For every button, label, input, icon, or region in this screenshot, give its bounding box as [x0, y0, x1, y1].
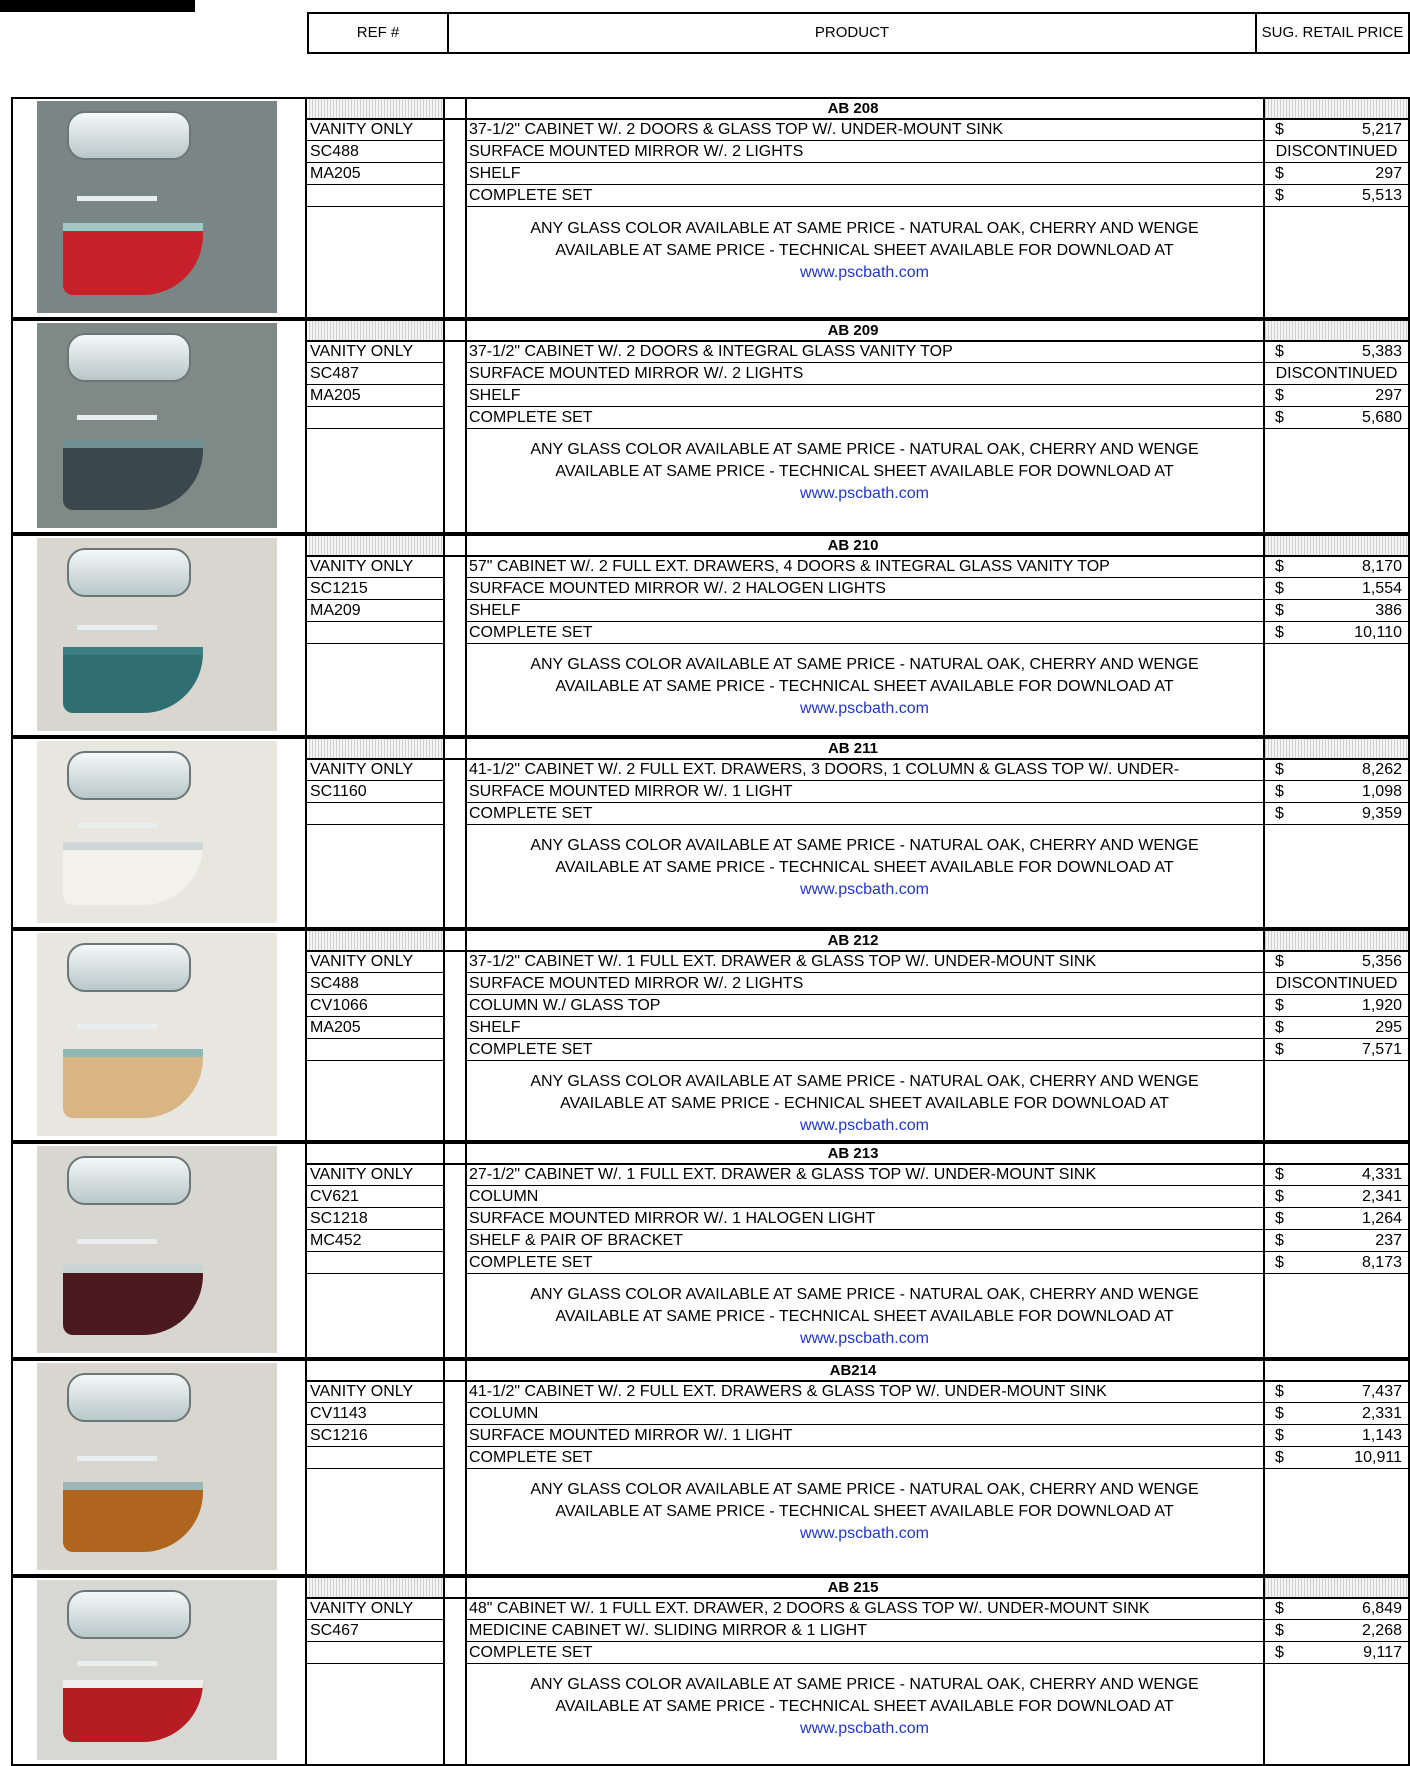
grid-line: [307, 1597, 1410, 1599]
vanity-shape: [63, 1680, 203, 1742]
retail-price: [1263, 1425, 1410, 1447]
ref-number: [307, 622, 443, 644]
shaded-price-cell: [1265, 535, 1410, 556]
product-description: SURFACE MOUNTED MIRROR W/. 1 LIGHT: [466, 781, 1263, 803]
ref-number: [307, 803, 443, 825]
currency-symbol: $: [1275, 1644, 1284, 1661]
ref-number: VANITY ONLY: [307, 1164, 443, 1186]
retail-price: [1263, 341, 1410, 363]
product-description: SHELF: [466, 600, 1263, 622]
grid-line: [443, 737, 445, 929]
product-row: [11, 119, 1410, 141]
shaded-price-cell: [1265, 320, 1410, 341]
price-amount: 295: [1375, 1019, 1402, 1036]
availability-note-text: ANY GLASS COLOR AVAILABLE AT SAME PRICE - NATURAL OAK, CHERRY AND WENGE AVAILABLE AT SAME PRICE - ECHNICAL SHEET AVAILABLE FOR DOWNLOAD AT: [530, 1073, 1199, 1112]
currency-symbol: $: [1275, 1622, 1284, 1639]
product-description: COLUMN W./ GLASS TOP: [466, 995, 1263, 1017]
grid-line: [465, 319, 467, 534]
grid-line: [1263, 1576, 1265, 1766]
retail-price: [1263, 163, 1410, 185]
currency-symbol: $: [1275, 121, 1284, 138]
product-group: [11, 534, 1410, 737]
product-row: [11, 759, 1410, 781]
ref-number: SC487: [307, 363, 443, 385]
retail-price: [1263, 1186, 1410, 1208]
currency-symbol: $: [1275, 1019, 1284, 1036]
grid-line: [465, 534, 467, 737]
grid-line: [465, 737, 467, 929]
discontinued-label: DISCONTINUED: [1275, 365, 1398, 382]
product-description: COMPLETE SET: [466, 1642, 1263, 1664]
group-title: AB 209: [827, 322, 879, 339]
ref-number: VANITY ONLY: [307, 556, 443, 578]
grid-line: [11, 1576, 1410, 1578]
product-column-header: PRODUCT: [447, 12, 1257, 54]
grid-line: [307, 555, 1410, 557]
retail-price: [1263, 781, 1410, 803]
product-group: [11, 929, 1410, 1142]
product-description: SHELF & PAIR OF BRACKET: [466, 1230, 1263, 1252]
ref-number: SC467: [307, 1620, 443, 1642]
group-title: AB 208: [827, 100, 879, 117]
currency-symbol: $: [1275, 1383, 1284, 1400]
price-amount: 297: [1375, 387, 1402, 404]
product-group: [11, 97, 1410, 319]
price-amount: 5,217: [1361, 121, 1402, 138]
price-amount: 386: [1375, 602, 1402, 619]
retail-price: [1263, 1598, 1410, 1620]
ref-number: [307, 1039, 443, 1061]
product-row: [11, 1208, 1410, 1230]
currency-symbol: $: [1275, 1188, 1284, 1205]
availability-note-text: ANY GLASS COLOR AVAILABLE AT SAME PRICE - NATURAL OAK, CHERRY AND WENGE AVAILABLE AT SAME PRICE - TECHNICAL SHEET AVAILABLE FOR DOWNLOAD AT: [530, 220, 1199, 259]
product-row: [11, 141, 1410, 163]
product-description: COMPLETE SET: [466, 1039, 1263, 1061]
price-amount: 5,680: [1361, 409, 1402, 426]
grid-line: [307, 1163, 1410, 1165]
ref-number: SC1216: [307, 1425, 443, 1447]
price-amount: 8,173: [1361, 1254, 1402, 1271]
download-link[interactable]: www.pscbath.com: [800, 264, 929, 281]
group-title: AB 212: [827, 932, 879, 949]
ref-number: SC1218: [307, 1208, 443, 1230]
ref-number: [307, 1252, 443, 1274]
discontinued-label: DISCONTINUED: [1275, 143, 1398, 160]
shaded-price-cell: [1265, 930, 1410, 951]
product-row: [11, 781, 1410, 803]
product-row: [11, 1017, 1410, 1039]
product-row: [11, 1381, 1410, 1403]
header-black-bar: [0, 0, 195, 12]
grid-line: [1263, 97, 1265, 319]
product-row: [11, 385, 1410, 407]
currency-symbol: $: [1275, 1210, 1284, 1227]
product-row: [11, 1425, 1410, 1447]
group-title: AB 211: [827, 740, 879, 757]
ref-number: CV1143: [307, 1403, 443, 1425]
price-amount: 9,359: [1361, 805, 1402, 822]
product-description: 37-1/2" CABINET W/. 1 FULL EXT. DRAWER & GLASS TOP W/. UNDER-MOUNT SINK: [466, 951, 1263, 973]
retail-price: [1263, 973, 1410, 995]
ref-number: VANITY ONLY: [307, 1598, 443, 1620]
currency-symbol: $: [1275, 343, 1284, 360]
grid-line: [307, 1380, 1410, 1382]
availability-note-text: ANY GLASS COLOR AVAILABLE AT SAME PRICE - NATURAL OAK, CHERRY AND WENGE AVAILABLE AT SAME PRICE - TECHNICAL SHEET AVAILABLE FOR DOWNLOAD AT: [530, 656, 1199, 695]
price-amount: 6,849: [1361, 1600, 1402, 1617]
product-description: COMPLETE SET: [466, 1252, 1263, 1274]
grid-line: [465, 929, 467, 1142]
grid-line: [11, 1359, 1410, 1361]
grid-line: [465, 1359, 467, 1576]
product-group: [11, 1359, 1410, 1576]
grid-line: [307, 340, 1410, 342]
ref-number: SC488: [307, 973, 443, 995]
retail-price: [1263, 1642, 1410, 1664]
retail-price: [1263, 1230, 1410, 1252]
product-row: [11, 407, 1410, 429]
retail-price: [1263, 119, 1410, 141]
product-group: [11, 319, 1410, 534]
currency-symbol: $: [1275, 602, 1284, 619]
price-amount: 10,911: [1354, 1449, 1402, 1466]
availability-note: [466, 1071, 1263, 1137]
retail-price: [1263, 556, 1410, 578]
product-description: 57" CABINET W/. 2 FULL EXT. DRAWERS, 4 DOORS & INTEGRAL GLASS VANITY TOP: [466, 556, 1263, 578]
retail-price: [1263, 578, 1410, 600]
product-description: COLUMN: [466, 1403, 1263, 1425]
ref-number: VANITY ONLY: [307, 759, 443, 781]
retail-price: [1263, 759, 1410, 781]
ref-number: VANITY ONLY: [307, 951, 443, 973]
ref-number: MA205: [307, 163, 443, 185]
vanity-shape: [63, 440, 203, 510]
ref-number: MA209: [307, 600, 443, 622]
price-amount: 2,268: [1361, 1622, 1402, 1639]
ref-number: [307, 185, 443, 207]
product-row: [11, 1164, 1410, 1186]
group-title: AB214: [829, 1362, 877, 1379]
group-title: AB 213: [827, 1145, 879, 1162]
currency-symbol: $: [1275, 409, 1284, 426]
price-amount: 1,143: [1361, 1427, 1402, 1444]
product-description: 41-1/2" CABINET W/. 2 FULL EXT. DRAWERS & GLASS TOP W/. UNDER-MOUNT SINK: [466, 1381, 1263, 1403]
price-amount: 8,170: [1361, 558, 1402, 575]
download-link[interactable]: www.pscbath.com: [800, 485, 929, 502]
price-amount: 2,331: [1361, 1405, 1402, 1422]
currency-symbol: $: [1275, 387, 1284, 404]
grid-line: [443, 929, 445, 1142]
retail-price: [1263, 385, 1410, 407]
retail-price: [1263, 600, 1410, 622]
shaded-ref-cell: [309, 930, 443, 951]
price-amount: 8,262: [1361, 761, 1402, 778]
download-link[interactable]: www.pscbath.com: [800, 1330, 929, 1347]
product-row: [11, 1230, 1410, 1252]
price-amount: 1,920: [1361, 997, 1402, 1014]
ref-number: [307, 407, 443, 429]
availability-note: [466, 218, 1263, 284]
grid-line: [1263, 1359, 1265, 1576]
price-amount: 7,437: [1361, 1383, 1402, 1400]
ref-number: CV621: [307, 1186, 443, 1208]
grid-line: [465, 1576, 467, 1766]
ref-number: [307, 1447, 443, 1469]
grid-line: [1263, 1142, 1265, 1359]
download-link[interactable]: www.pscbath.com: [800, 1720, 929, 1737]
price-amount: 1,554: [1361, 580, 1402, 597]
shaded-ref-cell: [309, 320, 443, 341]
availability-note-text: ANY GLASS COLOR AVAILABLE AT SAME PRICE - NATURAL OAK, CHERRY AND WENGE AVAILABLE AT SAME PRICE - TECHNICAL SHEET AVAILABLE FOR DOWNLOAD AT: [530, 1676, 1199, 1715]
retail-price: [1263, 803, 1410, 825]
download-link[interactable]: www.pscbath.com: [800, 881, 929, 898]
currency-symbol: $: [1275, 953, 1284, 970]
ref-number: VANITY ONLY: [307, 1381, 443, 1403]
product-description: COMPLETE SET: [466, 803, 1263, 825]
grid-line: [443, 319, 445, 534]
product-description: COMPLETE SET: [466, 622, 1263, 644]
grid-line: [1263, 929, 1265, 1142]
price-amount: 5,513: [1361, 187, 1402, 204]
availability-note: [466, 1479, 1263, 1545]
vanity-shape: [63, 1482, 203, 1552]
ref-column-header: REF #: [307, 12, 449, 54]
availability-note-text: ANY GLASS COLOR AVAILABLE AT SAME PRICE - NATURAL OAK, CHERRY AND WENGE AVAILABLE AT SAME PRICE - TECHNICAL SHEET AVAILABLE FOR DOWNLOAD AT: [530, 837, 1199, 876]
product-group: [11, 1142, 1410, 1359]
retail-price: [1263, 1039, 1410, 1061]
grid-line: [307, 758, 1410, 760]
product-row: [11, 363, 1410, 385]
grid-line: [1263, 319, 1265, 534]
currency-symbol: $: [1275, 1041, 1284, 1058]
product-description: SURFACE MOUNTED MIRROR W/. 2 HALOGEN LIGHTS: [466, 578, 1263, 600]
grid-line: [443, 534, 445, 737]
ref-number: VANITY ONLY: [307, 119, 443, 141]
product-description: SURFACE MOUNTED MIRROR W/. 1 HALOGEN LIGHT: [466, 1208, 1263, 1230]
grid-line: [11, 737, 1410, 739]
ref-number: SC1160: [307, 781, 443, 803]
currency-symbol: $: [1275, 761, 1284, 778]
product-row: [11, 1598, 1410, 1620]
grid-line: [307, 118, 1410, 120]
currency-symbol: $: [1275, 783, 1284, 800]
shaded-ref-cell: [309, 1577, 443, 1598]
product-description: 41-1/2" CABINET W/. 2 FULL EXT. DRAWERS, 3 DOORS, 1 COLUMN & GLASS TOP W/. UNDER-: [466, 759, 1263, 781]
product-description: COMPLETE SET: [466, 1447, 1263, 1469]
currency-symbol: $: [1275, 165, 1284, 182]
ref-number: MC452: [307, 1230, 443, 1252]
product-row: [11, 622, 1410, 644]
retail-price: [1263, 1017, 1410, 1039]
retail-price: [1263, 1403, 1410, 1425]
grid-line: [307, 950, 1410, 952]
product-description: SURFACE MOUNTED MIRROR W/. 2 LIGHTS: [466, 363, 1263, 385]
grid-line: [443, 1359, 445, 1576]
grid-line: [11, 97, 1410, 99]
retail-price: [1263, 185, 1410, 207]
ref-number: SC1215: [307, 578, 443, 600]
retail-price: [1263, 407, 1410, 429]
product-description: SURFACE MOUNTED MIRROR W/. 2 LIGHTS: [466, 973, 1263, 995]
grid-line: [11, 319, 1410, 321]
grid-line: [11, 534, 1410, 536]
shaded-ref-cell: [309, 98, 443, 119]
product-row: [11, 341, 1410, 363]
price-amount: 5,383: [1361, 343, 1402, 360]
product-row: [11, 163, 1410, 185]
retail-price: [1263, 1447, 1410, 1469]
vanity-shape: [63, 842, 203, 905]
download-link[interactable]: www.pscbath.com: [800, 700, 929, 717]
column-header: [307, 12, 1410, 56]
price-amount: 9,117: [1363, 1644, 1402, 1661]
download-link[interactable]: www.pscbath.com: [800, 1525, 929, 1542]
product-row: [11, 951, 1410, 973]
availability-note-text: ANY GLASS COLOR AVAILABLE AT SAME PRICE - NATURAL OAK, CHERRY AND WENGE AVAILABLE AT SAME PRICE - TECHNICAL SHEET AVAILABLE FOR DOWNLOAD AT: [530, 1286, 1199, 1325]
shaded-price-cell: [1265, 98, 1410, 119]
retail-price: [1263, 1164, 1410, 1186]
currency-symbol: $: [1275, 1254, 1284, 1271]
vanity-shape: [63, 223, 203, 295]
grid-line: [11, 929, 1410, 931]
product-row: [11, 1186, 1410, 1208]
availability-note: [466, 1674, 1263, 1740]
grid-line: [443, 1576, 445, 1766]
ref-number: MA205: [307, 1017, 443, 1039]
availability-note: [466, 835, 1263, 901]
product-description: SHELF: [466, 385, 1263, 407]
price-amount: 297: [1375, 165, 1402, 182]
currency-symbol: $: [1275, 1449, 1284, 1466]
retail-price: [1263, 363, 1410, 385]
group-title: AB 215: [827, 1579, 879, 1596]
currency-symbol: $: [1275, 805, 1284, 822]
retail-price: [1263, 141, 1410, 163]
vanity-shape: [63, 1265, 203, 1335]
currency-symbol: $: [1275, 997, 1284, 1014]
currency-symbol: $: [1275, 558, 1284, 575]
download-link[interactable]: www.pscbath.com: [800, 1117, 929, 1134]
product-group: [11, 1576, 1410, 1766]
currency-symbol: $: [1275, 624, 1284, 641]
price-amount: 10,110: [1354, 624, 1402, 641]
availability-note: [466, 439, 1263, 505]
retail-price: [1263, 951, 1410, 973]
currency-symbol: $: [1275, 1405, 1284, 1422]
grid-line: [1263, 534, 1265, 737]
product-description: COMPLETE SET: [466, 185, 1263, 207]
product-description: COMPLETE SET: [466, 407, 1263, 429]
retail-price: [1263, 1208, 1410, 1230]
ref-number: SC488: [307, 141, 443, 163]
product-group: [11, 737, 1410, 929]
retail-price: [1263, 622, 1410, 644]
product-row: [11, 1642, 1410, 1664]
currency-symbol: $: [1275, 1600, 1284, 1617]
group-title: AB 210: [827, 537, 879, 554]
product-description: 37-1/2" CABINET W/. 2 DOORS & GLASS TOP W/. UNDER-MOUNT SINK: [466, 119, 1263, 141]
currency-symbol: $: [1275, 1427, 1284, 1444]
product-row: [11, 1403, 1410, 1425]
ref-number: CV1066: [307, 995, 443, 1017]
grid-line: [443, 97, 445, 319]
price-amount: 1,098: [1361, 783, 1402, 800]
grid-line: [443, 1142, 445, 1359]
price-amount: 5,356: [1361, 953, 1402, 970]
product-row: [11, 973, 1410, 995]
availability-note: [466, 1284, 1263, 1350]
grid-line: [465, 97, 467, 319]
product-row: [11, 995, 1410, 1017]
product-description: SURFACE MOUNTED MIRROR W/. 1 LIGHT: [466, 1425, 1263, 1447]
product-description: SURFACE MOUNTED MIRROR W/. 2 LIGHTS: [466, 141, 1263, 163]
grid-line: [1263, 737, 1265, 929]
retail-price: [1263, 1620, 1410, 1642]
ref-number: [307, 1642, 443, 1664]
retail-price: [1263, 1252, 1410, 1274]
shaded-price-cell: [1265, 1577, 1410, 1598]
price-amount: 4,331: [1361, 1166, 1402, 1183]
product-row: [11, 578, 1410, 600]
product-row: [11, 1447, 1410, 1469]
price-amount: 7,571: [1361, 1041, 1402, 1058]
shaded-ref-cell: [309, 535, 443, 556]
ref-number: MA205: [307, 385, 443, 407]
product-description: COLUMN: [466, 1186, 1263, 1208]
grid-line: [465, 1142, 467, 1359]
product-row: [11, 1252, 1410, 1274]
currency-symbol: $: [1275, 187, 1284, 204]
product-description: 27-1/2" CABINET W/. 1 FULL EXT. DRAWER & GLASS TOP W/. UNDER-MOUNT SINK: [466, 1164, 1263, 1186]
currency-symbol: $: [1275, 580, 1284, 597]
product-row: [11, 600, 1410, 622]
availability-note-text: ANY GLASS COLOR AVAILABLE AT SAME PRICE - NATURAL OAK, CHERRY AND WENGE AVAILABLE AT SAME PRICE - TECHNICAL SHEET AVAILABLE FOR DOWNLOAD AT: [530, 441, 1199, 480]
availability-note-text: ANY GLASS COLOR AVAILABLE AT SAME PRICE - NATURAL OAK, CHERRY AND WENGE AVAILABLE AT SAME PRICE - TECHNICAL SHEET AVAILABLE FOR DOWNLOAD AT: [530, 1481, 1199, 1520]
price-amount: 1,264: [1361, 1210, 1402, 1227]
currency-symbol: $: [1275, 1166, 1284, 1183]
availability-note: [466, 654, 1263, 720]
retail-price: [1263, 1381, 1410, 1403]
vanity-shape: [63, 647, 203, 713]
product-description: MEDICINE CABINET W/. SLIDING MIRROR & 1 LIGHT: [466, 1620, 1263, 1642]
shaded-price-cell: [1265, 738, 1410, 759]
discontinued-label: DISCONTINUED: [1275, 975, 1398, 992]
product-row: [11, 1039, 1410, 1061]
product-description: 48" CABINET W/. 1 FULL EXT. DRAWER, 2 DOORS & GLASS TOP W/. UNDER-MOUNT SINK: [466, 1598, 1263, 1620]
ref-number: VANITY ONLY: [307, 341, 443, 363]
product-description: SHELF: [466, 1017, 1263, 1039]
product-row: [11, 1620, 1410, 1642]
product-row: [11, 185, 1410, 207]
retail-price: [1263, 995, 1410, 1017]
product-description: 37-1/2" CABINET W/. 2 DOORS & INTEGRAL GLASS VANITY TOP: [466, 341, 1263, 363]
price-amount: 2,341: [1361, 1188, 1402, 1205]
product-row: [11, 556, 1410, 578]
product-description: SHELF: [466, 163, 1263, 185]
grid-line: [11, 1142, 1410, 1144]
price-amount: 237: [1375, 1232, 1402, 1249]
currency-symbol: $: [1275, 1232, 1284, 1249]
product-row: [11, 803, 1410, 825]
price-column-header: SUG. RETAIL PRICE: [1255, 12, 1410, 54]
shaded-ref-cell: [309, 738, 443, 759]
